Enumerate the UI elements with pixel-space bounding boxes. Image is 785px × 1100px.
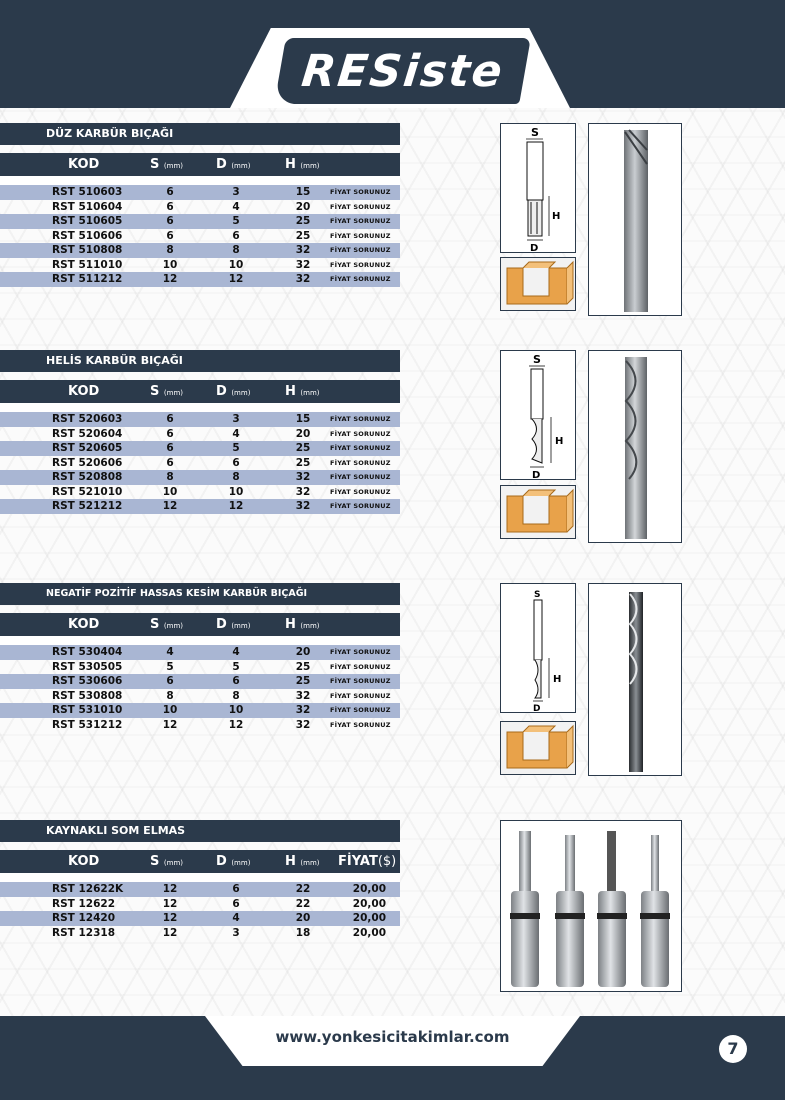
table-header bbox=[0, 613, 400, 636]
table-header bbox=[0, 153, 400, 176]
table-row: RST 510603 6 3 15 FİYAT SORUNUZ bbox=[0, 185, 400, 200]
section-title: KAYNAKLI SOM ELMAS bbox=[0, 820, 400, 842]
website-url[interactable]: www.yonkesicitakimlar.com bbox=[275, 1028, 510, 1046]
table-header bbox=[0, 380, 400, 403]
tool-dimension-diagram bbox=[500, 123, 576, 253]
diamond-bit-2 bbox=[555, 835, 585, 987]
table-row: RST 521212 12 12 32 FİYAT SORUNUZ bbox=[0, 499, 400, 514]
spacer-bar bbox=[0, 176, 400, 185]
table-row: RST 520603 6 3 15 FİYAT SORUNUZ bbox=[0, 412, 400, 427]
header-d: D (mm) bbox=[216, 617, 251, 632]
header-fiyat: FİYAT($) bbox=[338, 854, 397, 869]
table-row: RST 12318 12 3 18 20,00 bbox=[52, 926, 386, 939]
diamond-bit-3 bbox=[597, 831, 627, 987]
diagram-label-h: H bbox=[552, 211, 561, 222]
tool-photo-diamond-bits bbox=[500, 820, 682, 992]
table-row: RST 530606 6 6 25 FİYAT SORUNUZ bbox=[0, 674, 400, 689]
table-row: RST 531212 12 12 32 FİYAT SORUNUZ bbox=[52, 718, 391, 731]
table-row: RST 531010 10 10 32 FİYAT SORUNUZ bbox=[0, 703, 400, 718]
table-row: RST 530505 5 5 25 FİYAT SORUNUZ bbox=[52, 660, 391, 673]
tool-dimension-diagram bbox=[500, 350, 576, 480]
spacer-bar bbox=[0, 873, 400, 882]
table-row: RST 530404 4 4 20 FİYAT SORUNUZ bbox=[0, 645, 400, 660]
page-number: 7 bbox=[719, 1035, 747, 1063]
cut-profile-image bbox=[500, 257, 576, 311]
table-row: RST 520605 6 5 25 FİYAT SORUNUZ bbox=[0, 441, 400, 456]
section-helis-karbur bbox=[0, 350, 400, 514]
diagram-label-s: S bbox=[534, 590, 541, 600]
table-row: RST 520606 6 6 25 FİYAT SORUNUZ bbox=[52, 456, 391, 469]
header-s: S (mm) bbox=[150, 854, 184, 869]
table-row: RST 521010 10 10 32 FİYAT SORUNUZ bbox=[52, 485, 391, 498]
table-row: RST 510605 6 5 25 FİYAT SORUNUZ bbox=[0, 214, 400, 229]
table-row: RST 12622K 12 6 22 20,00 bbox=[0, 882, 400, 897]
header-d: D (mm) bbox=[216, 157, 251, 172]
table-row: RST 511010 10 10 32 FİYAT SORUNUZ bbox=[52, 258, 391, 271]
header-d: D (mm) bbox=[216, 384, 251, 399]
header-h: H (mm) bbox=[285, 157, 320, 172]
header-s: S (mm) bbox=[150, 157, 184, 172]
diagram-label-d: D bbox=[530, 243, 539, 254]
section-negatif-pozitif bbox=[0, 583, 400, 732]
cut-profile-image bbox=[500, 485, 576, 539]
header-kod: KOD bbox=[68, 157, 100, 172]
header-kod: KOD bbox=[68, 854, 100, 869]
table-row: RST 520808 8 8 32 FİYAT SORUNUZ bbox=[0, 470, 400, 485]
header-kod: KOD bbox=[68, 384, 100, 399]
diagram-label-h: H bbox=[555, 436, 564, 447]
header-h: H (mm) bbox=[285, 617, 320, 632]
tool-photo-helical-bit bbox=[588, 350, 682, 543]
header-h: H (mm) bbox=[285, 854, 320, 869]
table-row: RST 510606 6 6 25 FİYAT SORUNUZ bbox=[52, 229, 391, 242]
section-title: DÜZ KARBÜR BIÇAĞI bbox=[0, 123, 400, 145]
brand-logo-text: RESiste bbox=[298, 45, 507, 97]
section-duz-karbur bbox=[0, 123, 400, 287]
table-row: RST 12622 12 6 22 20,00 bbox=[52, 897, 386, 910]
diagram-label-s: S bbox=[531, 126, 539, 139]
diagram-label-h: H bbox=[553, 674, 562, 685]
spacer-bar bbox=[0, 636, 400, 645]
header-kod: KOD bbox=[68, 617, 100, 632]
tool-photo-compression-bit bbox=[588, 583, 682, 776]
cut-profile-image bbox=[500, 721, 576, 775]
section-title: HELİS KARBÜR BIÇAĞI bbox=[0, 350, 400, 372]
header-s: S (mm) bbox=[150, 617, 184, 632]
tool-dimension-diagram bbox=[500, 583, 576, 713]
table-row: RST 510808 8 8 32 FİYAT SORUNUZ bbox=[0, 243, 400, 258]
spacer-bar bbox=[0, 403, 400, 412]
table-row: RST 520604 6 4 20 FİYAT SORUNUZ bbox=[52, 427, 391, 440]
diagram-label-d: D bbox=[533, 704, 541, 714]
table-header bbox=[0, 850, 400, 873]
table-row: RST 530808 8 8 32 FİYAT SORUNUZ bbox=[52, 689, 391, 702]
header-h: H (mm) bbox=[285, 384, 320, 399]
section-kaynakli-som-elmas bbox=[0, 820, 400, 940]
brand-logo bbox=[274, 38, 531, 104]
header-s: S (mm) bbox=[150, 384, 184, 399]
table-row: RST 510604 6 4 20 FİYAT SORUNUZ bbox=[52, 200, 391, 213]
section-title: NEGATİF POZİTİF HASSAS KESİM KARBÜR BIÇAĞI bbox=[0, 583, 400, 605]
diamond-bit-4 bbox=[640, 835, 670, 987]
tool-photo-straight-bit bbox=[588, 123, 682, 316]
diagram-label-s: S bbox=[533, 353, 541, 366]
diamond-bit-1 bbox=[510, 831, 540, 987]
diagram-label-d: D bbox=[532, 470, 541, 481]
table-row: RST 511212 12 12 32 FİYAT SORUNUZ bbox=[0, 272, 400, 287]
table-row: RST 12420 12 4 20 20,00 bbox=[0, 911, 400, 926]
header-d: D (mm) bbox=[216, 854, 251, 869]
